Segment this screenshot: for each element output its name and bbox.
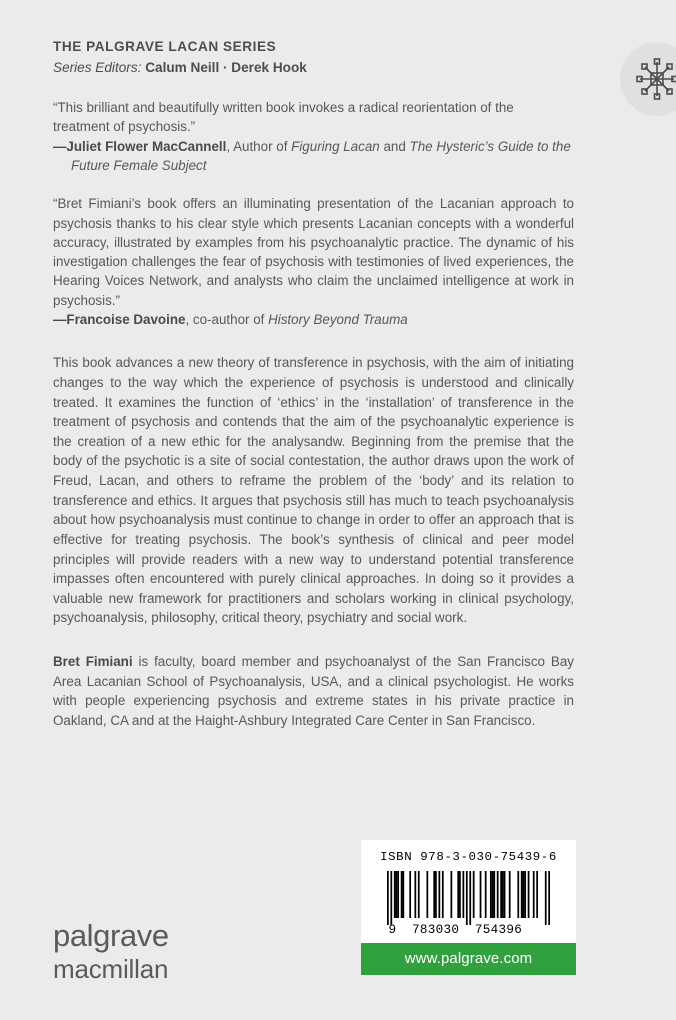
attribution-name-1: Juliet Flower MacCannell	[66, 138, 227, 154]
attribution-name-2: Francoise Davoine	[66, 311, 186, 327]
attribution-rest-1a: , Author of	[226, 138, 292, 154]
attribution-dash-2: —	[53, 311, 67, 327]
review-quote-1: “This brilliant and beautifully written book invokes a radical reorientation of the treatment of psychosis.”	[53, 100, 514, 135]
publisher-logo-line1: palgrave	[53, 918, 169, 954]
review-attribution-2	[53, 310, 574, 329]
author-name: Bret Fimiani	[53, 654, 133, 670]
publisher-url-bar: www.palgrave.com	[361, 943, 576, 975]
isbn-text: ISBN 978-3-030-75439-6	[380, 850, 557, 864]
author-bio	[53, 652, 574, 731]
barcode-bars	[387, 871, 550, 925]
barcode-panel	[361, 840, 576, 943]
attribution-dash-1: —	[53, 138, 67, 154]
barcode-block	[361, 840, 576, 975]
attribution-rest-2a: , co-author of	[185, 311, 269, 327]
book-description: This book advances a new theory of transference in psychosis, with the aim of initiating changes to the way which the experience of psychosis is understood and clinically treated. It examines the function of ‘ethics’ in the ‘installation’ of transference in the treatment of psychosis and contends that the aim of the psychoanalytic experience is the creation of a new ethic for the analysandw. Beginning from the premise that the body of the psychotic is a site of social contestation, the author draws upon the work of Freud, Lacan, and others to reframe the problem of the ‘body’ and its relation to transference and ethics. It argues that psychosis still has much to teach psychoanalysis about how psychoanalysis must continue to change in order to offer an approach that is effective for treating psychosis. The book’s synthesis of clinical and peer model principles will provide readers with a new way to understand potential transference impasses often encountered with purely clinical approaches. In doing so it provides a valuable new framework for practitioners and scholars working in clinical psychology, psychoanalysis, philosophy, critical theory, psychiatry and social work.	[53, 355, 574, 626]
review-attribution-1	[53, 137, 574, 176]
barcode-digits: 9 783030 754396	[388, 923, 523, 937]
cover-text-column	[53, 38, 574, 731]
network-nodes-icon	[633, 55, 676, 103]
author-bio-text: is faculty, board member and psychoanalyst of the San Francisco Bay Area Lacanian School of Psychoanalysis, USA, and a clinical psychologist. He works with people experiencing psychosis and extreme states in his private practice in Oakland, CA and at the Haight-Ashbury Integrated Care Center in San Francisco.	[53, 654, 574, 728]
attribution-italic-1a: Figuring Lacan	[291, 138, 380, 154]
attribution-italic-2a: History Beyond Trauma	[268, 311, 408, 327]
attribution-rest-1b: and	[379, 138, 410, 154]
publisher-logo-line2: macmillan	[53, 954, 169, 985]
attribution-italic-1b: The Hysteric’s Guide to the Future Female Subject	[71, 138, 571, 173]
series-editors	[53, 59, 574, 77]
series-editors-names: Calum Neill · Derek Hook	[145, 59, 307, 75]
series-title: THE PALGRAVE LACAN SERIES	[53, 39, 277, 54]
review-quote-2: “Bret Fimiani’s book offers an illuminating presentation of the Lacanian approach to psychosis thanks to his clear style which presents Lacanian concepts with a wonderful accuracy, illustrated by examples from his psychoanalytic practice. The dynamic of his investigation challenges the fear of psychosis with testimonies of lived experiences, the Hearing Voices Network, and analysts who claim the unclaimed intelligence at work in psychosis.”	[53, 196, 574, 308]
publisher-logo	[53, 920, 169, 985]
series-editors-label: Series Editors:	[53, 59, 142, 75]
series-badge	[620, 42, 676, 116]
